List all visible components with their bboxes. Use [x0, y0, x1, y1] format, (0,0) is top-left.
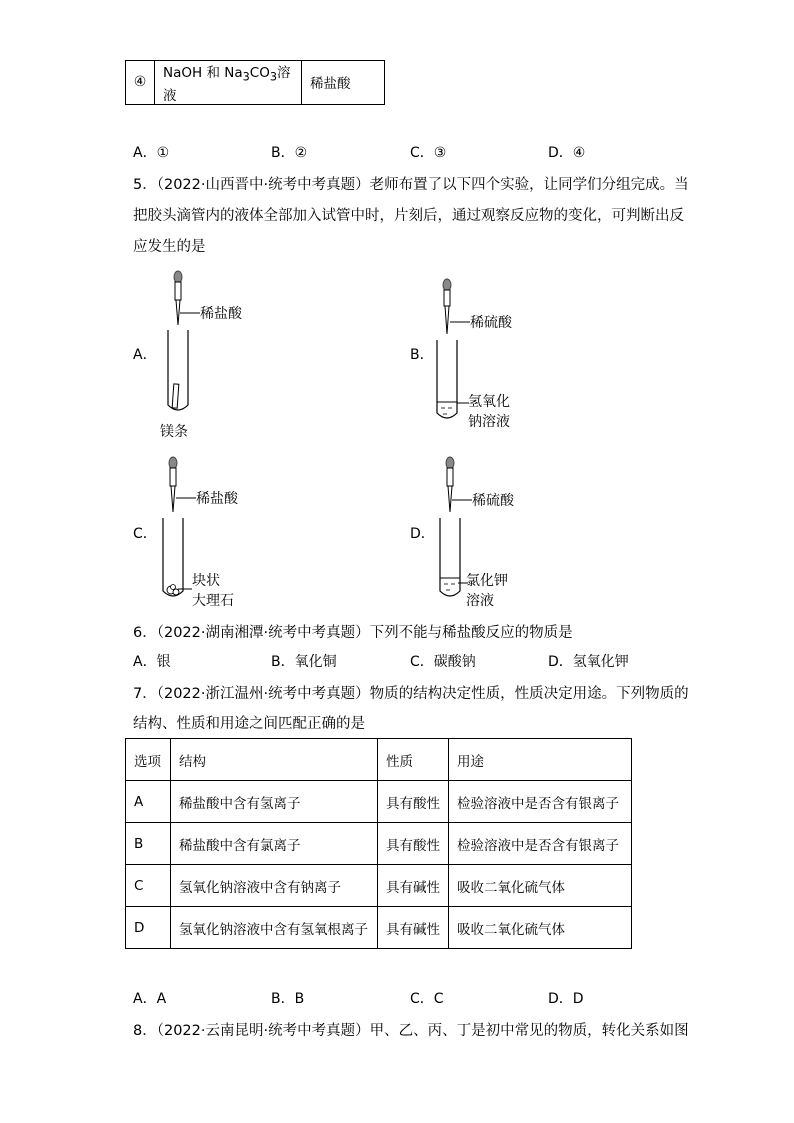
leader-line: [178, 308, 202, 318]
q7-option-c: C．C: [410, 991, 444, 1007]
cell: 稀盐酸中含有氯离子: [171, 823, 378, 865]
cell: D: [126, 907, 171, 949]
q7-line-1: 7．（2022·浙江温州·统考中考真题）物质的结构决定性质，性质决定用途。下列物质的: [133, 686, 689, 702]
table-row: [126, 865, 632, 907]
cell: 检验溶液中是否含有银离子: [449, 781, 632, 823]
q4-option-a: A．①: [133, 145, 170, 161]
q5-line-3: 应发生的是: [133, 239, 206, 255]
table-row: [126, 907, 632, 949]
q5-line-1: 5．（2022·山西晋中·统考中考真题）老师布置了以下四个实验，让同学们分组完成。当: [133, 177, 689, 193]
cell: A: [126, 781, 171, 823]
top-reagent-table: [125, 60, 385, 105]
cell: 吸收二氧化硫气体: [449, 907, 632, 949]
cell: 具有酸性: [378, 823, 449, 865]
row-number: ④: [126, 61, 155, 105]
leader-line: [178, 584, 194, 594]
q5-option-a-letter: A．: [133, 347, 157, 363]
q5-a-dropper-label: 稀盐酸: [200, 306, 242, 322]
q5-a-tube-label: 镁条: [160, 424, 188, 440]
q5-c-tube-label-2: 大理石: [192, 593, 234, 609]
q6-option-d: D．氢氧化钾: [548, 654, 629, 670]
q6-option-b: B．氧化铜: [271, 654, 337, 670]
q4-option-d: D．④: [548, 145, 586, 161]
q5-d-dropper-label: 稀硫酸: [472, 493, 514, 509]
cell: 吸收二氧化硫气体: [449, 865, 632, 907]
leader-line: [174, 493, 198, 503]
q5-c-dropper-label: 稀盐酸: [196, 491, 238, 507]
cell: 具有碱性: [378, 865, 449, 907]
q7-option-a: A．A: [133, 991, 167, 1007]
q5-option-d-letter: D．: [410, 526, 435, 542]
q5-d-tube-label-2: 溶液: [466, 593, 494, 609]
cell: B: [126, 823, 171, 865]
header-structure: 结构: [171, 739, 378, 781]
cell: 氢氧化钠溶液中含有氢氧根离子: [171, 907, 378, 949]
q5-b-tube-label-1: 氢氧化: [468, 394, 510, 410]
table-header-row: [126, 739, 632, 781]
q5-b-dropper-label: 稀硫酸: [470, 315, 512, 331]
q7-table: [125, 738, 632, 949]
table-row: [126, 781, 632, 823]
q4-option-c: C．③: [410, 145, 447, 161]
q7-line-2: 结构、性质和用途之间匹配正确的是: [133, 716, 365, 732]
cell: 具有酸性: [378, 781, 449, 823]
q5-b-tube-label-2: 钠溶液: [468, 414, 510, 430]
q5-c-tube-label-1: 块状: [192, 573, 220, 589]
header-property: 性质: [378, 739, 449, 781]
table-row: [126, 61, 385, 105]
q8-line-1: 8．（2022·云南昆明·统考中考真题）甲、乙、丙、丁是初中常见的物质，转化关系如图: [133, 1023, 689, 1039]
q5-option-b-letter: B．: [410, 347, 434, 363]
leader-line: [458, 578, 470, 588]
cell: 稀盐酸中含有氢离子: [171, 781, 378, 823]
cell: C: [126, 865, 171, 907]
header-option: 选项: [126, 739, 171, 781]
leader-line: [450, 495, 474, 505]
q5-option-c-letter: C．: [133, 526, 157, 542]
q5-d-tube-label-1: 氯化钾: [466, 573, 508, 589]
q5-line-2: 把胶头滴管内的液体全部加入试管中时，片刻后，通过观察反应物的变化，可判断出反: [133, 208, 684, 224]
q6-option-a: A．银: [133, 654, 171, 670]
q6-option-c: C．碳酸钠: [410, 654, 476, 670]
cell: 氢氧化钠溶液中含有钠离子: [171, 865, 378, 907]
q7-option-d: D．D: [548, 991, 584, 1007]
acid-cell: 稀盐酸: [302, 61, 385, 105]
solution-cell: NaOH 和 $Na_3CO_3$溶液: [155, 61, 302, 105]
q6-line-1: 6．（2022·湖南湘潭·统考中考真题）下列不能与稀盐酸反应的物质是: [133, 625, 573, 641]
header-use: 用途: [449, 739, 632, 781]
cell: 检验溶液中是否含有银离子: [449, 823, 632, 865]
q4-option-b: B．②: [271, 145, 308, 161]
cell: 具有碱性: [378, 907, 449, 949]
q7-option-b: B．B: [271, 991, 305, 1007]
leader-line: [457, 398, 471, 408]
test-tube-a-diagram: [160, 270, 210, 420]
leader-line: [448, 317, 472, 327]
table-row: [126, 823, 632, 865]
